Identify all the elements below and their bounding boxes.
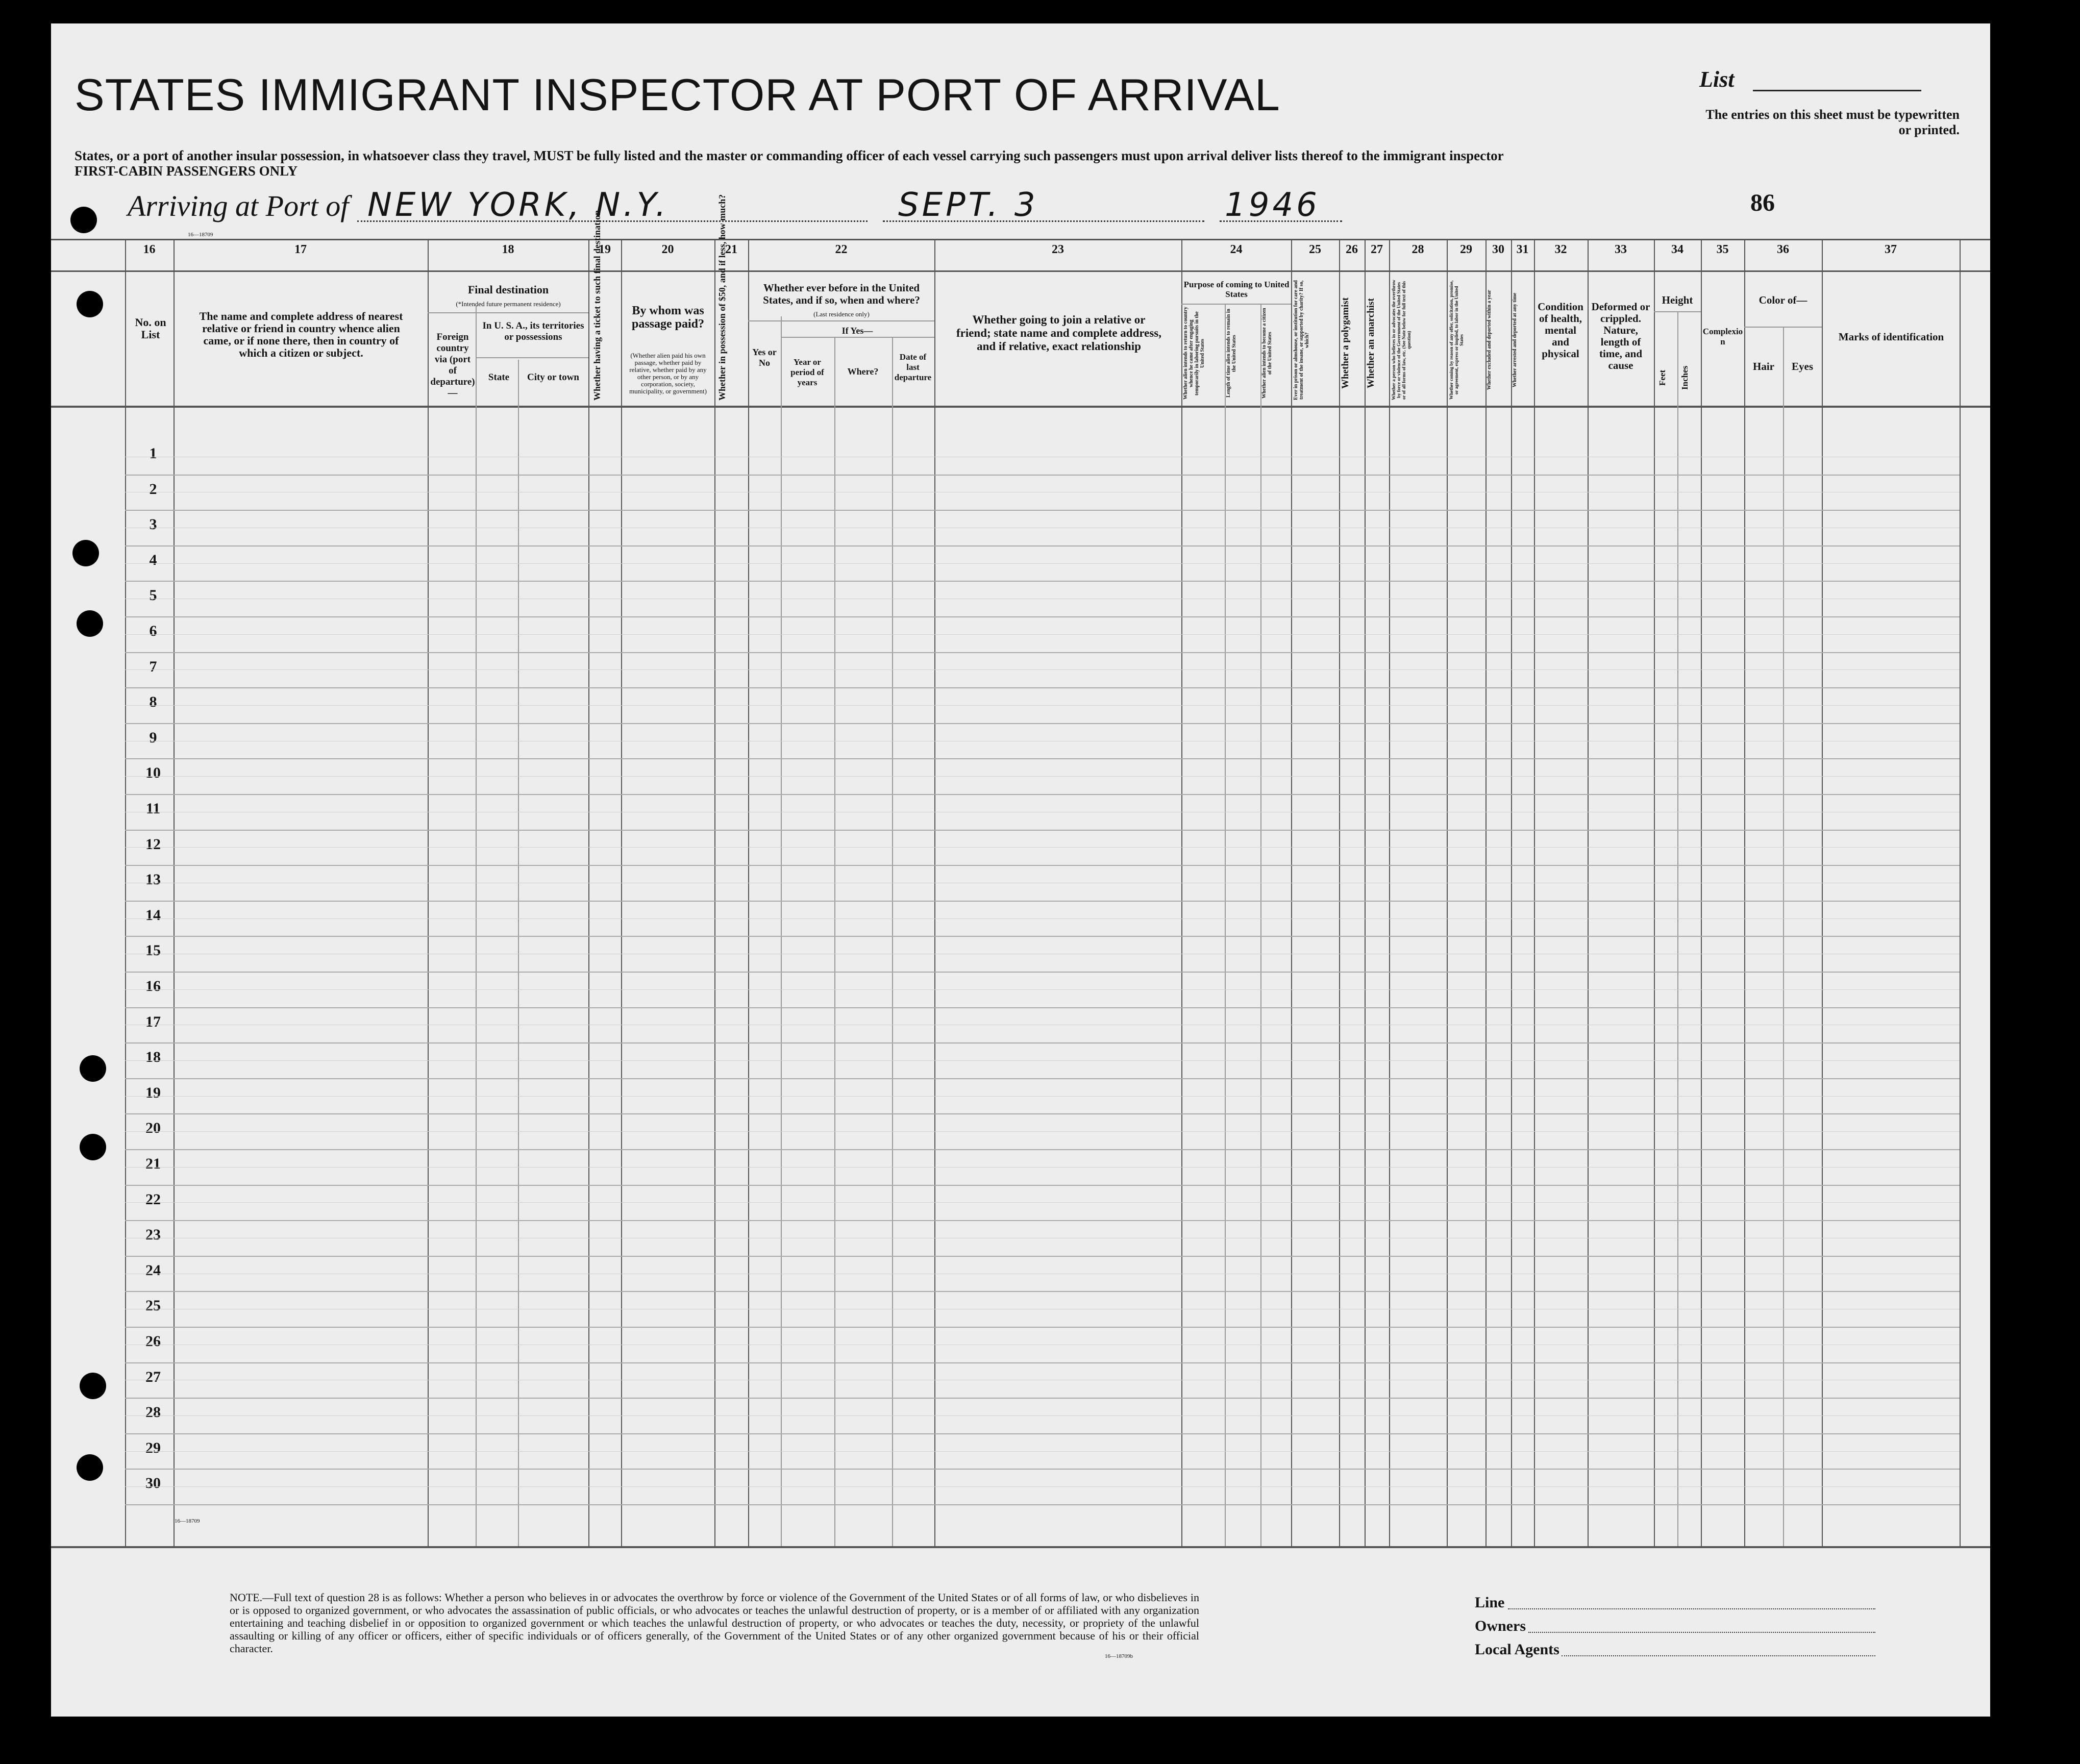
col-num-32: 32 (1554, 243, 1567, 256)
row-number: 14 (145, 907, 161, 924)
note-form-code: 16—18709b (1105, 1653, 1133, 1659)
line-field[interactable] (1508, 1608, 1875, 1609)
local-agents-field[interactable] (1562, 1655, 1875, 1656)
header-last-residence: (Last residence only) (813, 310, 870, 318)
row-number: 15 (145, 942, 161, 959)
subcolumn-divider (1225, 304, 1226, 1546)
row-line (125, 794, 1960, 795)
header-where: Where? (847, 366, 879, 377)
arrival-date-field[interactable]: SEPT. 3 (898, 186, 1038, 224)
row-number: 22 (145, 1191, 161, 1208)
col-num-35: 35 (1716, 243, 1729, 256)
column-divider (748, 239, 749, 1546)
row-line (125, 1433, 1960, 1434)
row-midline (125, 669, 1960, 670)
header-date-of-departure: Date of last departure (894, 352, 932, 382)
form-instructions: States, or a port of another insular possession, in whatsoever class they travel, MUST be fully listed and the master or commanding officer of each vessel carrying such passengers must upon arrival deliver lists thereof to the immigrant inspector (75, 148, 1504, 163)
column-divider (1822, 239, 1823, 1546)
row-line (125, 1007, 1960, 1008)
header-no-on-list: No. on List (135, 316, 166, 341)
punch-hole (72, 540, 99, 566)
column-divider (714, 239, 715, 1546)
column-divider (1960, 239, 1961, 1546)
column-divider (1389, 239, 1390, 1546)
row-line (125, 1398, 1960, 1399)
row-line (125, 936, 1960, 937)
col-num-28: 28 (1412, 243, 1424, 256)
column-divider (1744, 239, 1745, 1546)
table-top-border (51, 239, 1990, 240)
row-line (125, 1256, 1960, 1257)
header-prison-almshouse: Ever in prison or almshouse, or institution for care and treatment of the insane, or supported by charity? If so, which? (1293, 280, 1310, 400)
row-line (125, 687, 1960, 688)
header-subdivider (1744, 327, 1822, 328)
row-line (125, 972, 1960, 973)
row-number: 25 (145, 1297, 161, 1314)
row-midline (125, 1202, 1960, 1203)
row-number: 4 (149, 552, 157, 568)
row-line (125, 510, 1960, 511)
form-code-bottom: 16—18709 (175, 1518, 200, 1524)
row-line (125, 1149, 1960, 1150)
col-num-37: 37 (1885, 243, 1897, 256)
row-line (125, 1042, 1960, 1044)
row-number: 16 (145, 978, 161, 995)
col-num-30: 30 (1492, 243, 1504, 256)
col-num-31: 31 (1516, 243, 1529, 256)
header-subdivider (781, 337, 934, 338)
question-28-note: NOTE.—Full text of question 28 is as follows: Whether a person who believes in or advocates the overthrow by force or violence of the Government of the United States or of all forms of law, or who disbelieves in or is opposed to organized government, or who advocates the assassination of public officials, or who advocates or teaches the unlawful destruction of property, or is a member of or affiliated with any organization entertaining and teaching disbelief in or opposition to organized government or which teaches the unlawful destruction of property, or who advocates or teaches the duty, necessity, or propriety of the unlawful assaulting or killing of any officer or officers, either of specific individuals or of officers generally, of the Government of the United States or of any other organized government because of his or their official character. (230, 1591, 1199, 1655)
row-line (125, 545, 1960, 546)
row-midline (125, 563, 1960, 564)
row-line (125, 1291, 1960, 1292)
col-num-36: 36 (1777, 243, 1789, 256)
col-num-22: 22 (835, 243, 848, 256)
header-passage-paid-note: (Whether alien paid his own passage, whether paid by relative, whether paid by any other person, or by any corporation, society, municipality, or government) (629, 352, 707, 395)
col-num-16: 16 (143, 243, 156, 256)
header-final-destination: Final destination (467, 283, 549, 296)
row-midline (125, 847, 1960, 848)
row-number: 23 (145, 1226, 161, 1243)
row-number: 13 (145, 871, 161, 888)
header-anarchist: Whether an anarchist (1366, 298, 1376, 388)
punch-hole (77, 291, 103, 317)
row-line (125, 616, 1960, 617)
column-divider (1701, 239, 1702, 1546)
row-midline (125, 1131, 1960, 1132)
header-if-yes: If Yes— (841, 326, 873, 336)
row-number: 27 (145, 1369, 161, 1385)
row-midline (125, 705, 1960, 706)
header-return-intent: Whether alien intends to return to country whence he came after engaging temporarily in laboring pursuits in the United States (1183, 307, 1205, 400)
row-line (125, 1504, 1960, 1505)
col-num-20: 20 (661, 243, 674, 256)
header-polygamist: Whether a polygamist (1340, 297, 1351, 389)
header-inches: Inches (1680, 365, 1690, 390)
header-in-usa: In U. S. A., its territories or possessions (482, 320, 584, 342)
punch-hole (80, 1373, 106, 1399)
header-arrested-deported: Whether arrested and deported at any time (1512, 292, 1518, 388)
row-number: 30 (145, 1475, 161, 1492)
col-num-34: 34 (1671, 243, 1683, 256)
subcolumn-divider (1677, 311, 1678, 1546)
header-fifty-dollars: Whether in possession of $50, and if less, how much? (717, 194, 727, 401)
local-agents-label: Local Agents (1475, 1641, 1559, 1658)
subcolumn-divider (892, 337, 893, 1546)
row-number: 18 (145, 1049, 161, 1065)
row-line (125, 1185, 1960, 1186)
column-divider (621, 239, 622, 1546)
column-divider (1291, 239, 1292, 1546)
row-number: 7 (149, 658, 157, 675)
header-excluded-deported: Whether excluded and deported within a year (1487, 290, 1492, 390)
col-num-17: 17 (294, 243, 307, 256)
header-complexion: Complexion (1702, 327, 1743, 346)
header-length-of-stay: Length of time alien intends to remain in the United States (1226, 309, 1237, 398)
header-final-destination-note: (*Intended future permanent residence) (456, 300, 561, 308)
row-number: 24 (145, 1262, 161, 1279)
row-number: 3 (149, 516, 157, 533)
column-divider (125, 239, 126, 1546)
form-passenger-class: FIRST-CABIN PASSENGERS ONLY (75, 163, 298, 179)
column-divider (1588, 239, 1589, 1546)
col-num-21: 21 (725, 243, 737, 256)
row-number: 28 (145, 1404, 161, 1421)
row-number: 26 (145, 1333, 161, 1350)
column-divider (1485, 239, 1487, 1546)
port-underline (357, 220, 868, 222)
header-color-of: Color of— (1759, 294, 1807, 306)
row-number: 10 (145, 764, 161, 781)
column-divider (1339, 239, 1340, 1546)
column-divider (1511, 239, 1512, 1546)
subcolumn-divider (1260, 304, 1261, 1546)
row-line (125, 475, 1960, 476)
row-number: 11 (145, 800, 161, 817)
column-number-divider (51, 270, 1990, 272)
col-num-23: 23 (1052, 243, 1064, 256)
row-number: 29 (145, 1439, 161, 1456)
header-feet: Feet (1657, 369, 1667, 386)
punch-hole (80, 1134, 106, 1160)
column-divider (934, 239, 935, 1546)
row-midline (125, 1451, 1960, 1452)
header-nearest-relative: The name and complete address of nearest relative or friend in country whence alien came, or if none there, then in country of which a citizen or subject. (199, 310, 403, 359)
row-number: 6 (149, 623, 157, 639)
row-number: 20 (145, 1120, 161, 1136)
row-line (125, 1469, 1960, 1470)
col-num-25: 25 (1309, 243, 1321, 256)
col-num-26: 26 (1346, 243, 1358, 256)
arriving-label: Arriving at Port of (128, 189, 349, 222)
list-label: List (1699, 67, 1735, 92)
form-sheet (51, 23, 1990, 1717)
column-divider (1181, 239, 1182, 1546)
row-midline (125, 1486, 1960, 1487)
col-num-19: 19 (599, 243, 611, 256)
date-underline (883, 220, 1204, 222)
header-hair: Hair (1753, 360, 1774, 372)
row-line (125, 1113, 1960, 1114)
header-height: Height (1662, 294, 1693, 306)
row-number: 1 (149, 445, 157, 462)
form-code: 16—18709 (188, 232, 213, 238)
row-line (125, 581, 1960, 582)
table-bottom-border (51, 1546, 1990, 1548)
header-subdivider (748, 320, 934, 321)
header-citizen-intent: Whether alien intends to become a citizen of the United States (1261, 308, 1273, 399)
header-subdivider (476, 357, 588, 358)
subcolumn-divider (518, 360, 519, 1546)
row-line (125, 830, 1960, 831)
column-divider (1447, 239, 1448, 1546)
header-question-28: Whether a person who believes in or advocates the overthrow by force or violence of the Government of the United States or of all forms of law, etc. (See Note below for full text of this question) (1391, 280, 1412, 401)
row-number: 17 (145, 1013, 161, 1030)
header-ticket: Whether having a ticket to such final destination (592, 210, 602, 401)
row-number: 5 (149, 587, 157, 604)
row-midline (125, 989, 1960, 990)
row-midline (125, 918, 1960, 919)
column-divider (588, 239, 589, 1546)
row-line (125, 723, 1960, 724)
list-number-field[interactable] (1753, 90, 1921, 91)
col-num-27: 27 (1371, 243, 1383, 256)
row-line (125, 1078, 1960, 1079)
column-divider (1534, 239, 1535, 1546)
column-divider (428, 239, 429, 1546)
line-label: Line (1475, 1594, 1505, 1611)
row-number: 2 (149, 481, 157, 498)
col-num-24: 24 (1230, 243, 1243, 256)
row-line (125, 652, 1960, 653)
header-city-or-town: City or town (527, 372, 580, 383)
row-midline (125, 1096, 1960, 1097)
header-passage-paid: By whom was passage paid? (631, 304, 705, 331)
page-number: 86 (1750, 189, 1775, 216)
header-subdivider (1181, 304, 1291, 305)
col-num-29: 29 (1460, 243, 1472, 256)
header-joining-relative: Whether going to join a relative or friend; state name and complete address, and if relative, exact relationship (956, 313, 1162, 353)
row-number: 12 (145, 836, 161, 853)
header-subdivider (1654, 311, 1701, 312)
row-number: 9 (149, 729, 157, 746)
header-subdivider (428, 312, 588, 313)
header-eyes: Eyes (1792, 360, 1813, 372)
punch-hole (77, 1454, 103, 1481)
header-deformed: Deformed or crippled. Nature, length of time, and cause (1591, 301, 1650, 371)
column-divider (1365, 239, 1366, 1546)
column-divider (1654, 239, 1655, 1546)
punch-hole (77, 610, 103, 637)
punch-hole (80, 1055, 106, 1082)
subcolumn-divider (781, 316, 782, 1546)
owners-label: Owners (1475, 1618, 1526, 1634)
row-line (125, 1362, 1960, 1363)
arrival-year-field[interactable]: 1946 (1225, 186, 1320, 224)
col-num-18: 18 (502, 243, 514, 256)
header-state: State (488, 372, 510, 383)
port-of-arrival-field[interactable]: NEW YORK, N.Y. (367, 186, 669, 224)
row-line (125, 758, 1960, 759)
row-line (125, 1220, 1960, 1221)
header-yes-or-no: Yes or No (752, 347, 777, 368)
header-purpose: Purpose of coming to United States (1183, 280, 1290, 299)
header-marks-of-identification: Marks of identification (1838, 331, 1944, 343)
form-title: STATES IMMIGRANT INSPECTOR AT PORT OF ARRIVAL (75, 69, 1280, 120)
header-foreign-country: Foreign country via (port of departure)— (430, 332, 475, 399)
row-midline (125, 634, 1960, 635)
row-midline (125, 776, 1960, 777)
row-midline (125, 1060, 1960, 1061)
row-number: 19 (145, 1084, 161, 1101)
punch-hole (70, 207, 97, 233)
row-line (125, 901, 1960, 902)
typewritten-note: The entries on this sheet must be typewritten or printed. (1705, 107, 1960, 137)
subcolumn-divider (834, 337, 835, 1546)
row-number: 8 (149, 693, 157, 710)
row-midline (125, 1415, 1960, 1416)
year-underline (1220, 220, 1342, 222)
header-labor-offer: Whether coming by reason of any offer, solicitation, promise, or agreement, express or implied, to labor in the United States (1449, 280, 1464, 400)
header-ever-in-us: Whether ever before in the United States, and if so, when and where? (763, 282, 920, 306)
row-number: 21 (145, 1155, 161, 1172)
header-health: Condition of health, mental and physical (1538, 301, 1583, 360)
owners-field[interactable] (1528, 1632, 1875, 1633)
row-line (125, 865, 1960, 866)
col-num-33: 33 (1615, 243, 1627, 256)
header-year-or-period: Year or period of years (790, 357, 824, 387)
header-bottom-border (51, 406, 1990, 408)
row-line (125, 1327, 1960, 1328)
